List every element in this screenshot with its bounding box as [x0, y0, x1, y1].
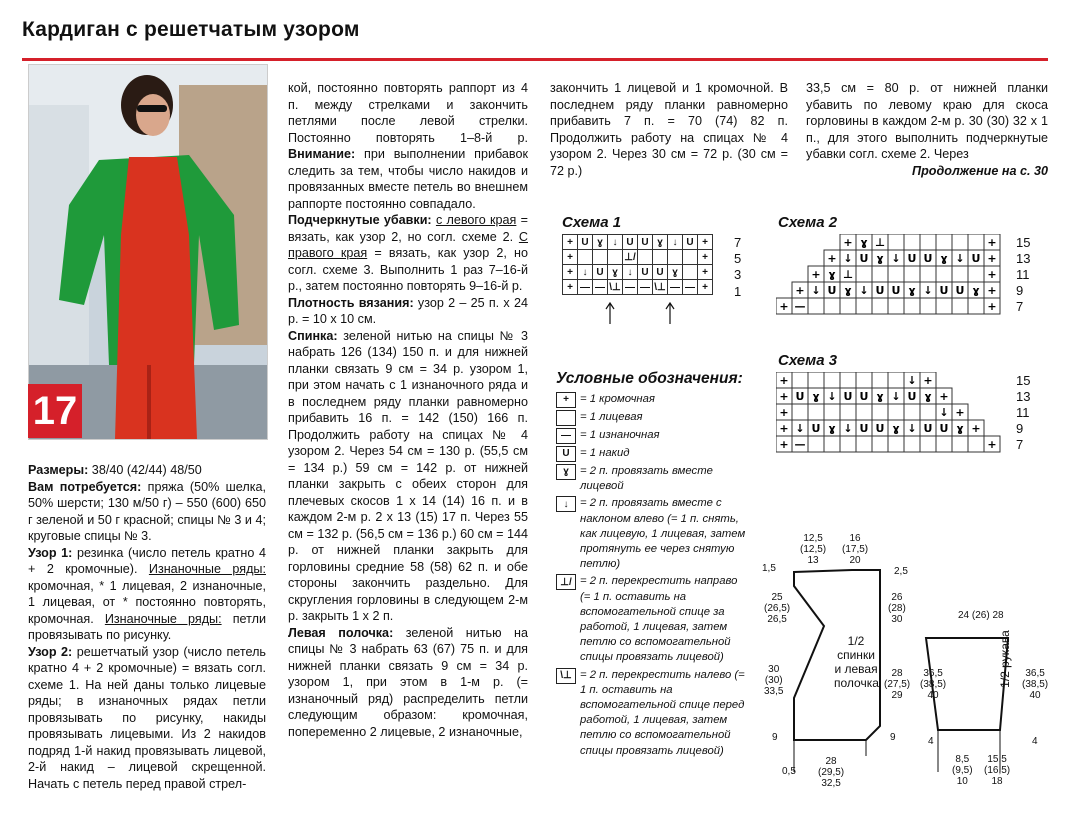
svg-text:U: U: [891, 284, 901, 297]
svg-text:U: U: [939, 422, 949, 435]
legend-item: \⊥ = 2 п. перекрестить налево (= 1 п. оставить на вспомогательной спице перед работой, 1 лицевая, затем петлю со вспомогательной спицы провязать лицевой): [556, 668, 746, 759]
row-number: 9: [1016, 283, 1024, 298]
svg-text:+: +: [779, 374, 789, 387]
svg-text:+: +: [779, 422, 789, 435]
row-number: 7: [734, 235, 742, 250]
row-number: 11: [1016, 267, 1030, 282]
svg-text:U: U: [795, 390, 805, 403]
legend-item: ↓ = 2 п. провязать вместе с наклоном влево (= 1 п. снять, как лицевую, 1 лицевая, затем протянуть ее через снятую петлю): [556, 496, 746, 572]
svg-text:ɣ: ɣ: [924, 390, 932, 403]
svg-text:+: +: [987, 284, 997, 297]
svg-text:U: U: [859, 390, 869, 403]
row-number: 1: [734, 284, 742, 299]
row-number: 7: [1016, 299, 1024, 314]
svg-text:↓: ↓: [859, 284, 869, 297]
svg-text:ɣ: ɣ: [828, 422, 836, 435]
svg-text:+: +: [987, 236, 997, 249]
svg-text:+: +: [939, 390, 949, 403]
svg-text:U: U: [971, 252, 981, 265]
svg-text:+: +: [779, 406, 789, 419]
measure-label: 36,5 (38,5) 40: [920, 668, 947, 701]
svg-text:ɣ: ɣ: [972, 284, 980, 297]
measure-label: 4: [1032, 736, 1038, 747]
svg-text:U: U: [811, 422, 821, 435]
svg-text:+: +: [971, 422, 981, 435]
svg-text:U: U: [939, 284, 949, 297]
svg-text:U: U: [955, 284, 965, 297]
article-title: Кардиган с решетчатым узором: [22, 18, 360, 41]
svg-text:+: +: [811, 268, 821, 281]
svg-text:↓: ↓: [843, 422, 853, 435]
svg-text:—: —: [794, 438, 806, 451]
svg-text:↓: ↓: [907, 422, 917, 435]
legend: [556, 392, 746, 761]
legend-item: = 1 лицевая: [556, 410, 746, 426]
svg-text:↓: ↓: [795, 422, 805, 435]
measure-label: 28 (29,5) 32,5: [818, 756, 845, 789]
measure-label: 8,5 (9,5) 10: [952, 754, 973, 787]
scheme-2-grid: [776, 234, 1016, 318]
svg-text:↓: ↓: [939, 406, 949, 419]
row-number: 15: [1016, 235, 1031, 250]
text-column-4: 33,5 см = 80 р. от нижней планки убавить по левому краю для скоса горловины в каждом 2-м р. 30 (30) 32 х 1 п., для этого выполнить подчеркнутые убавки согл. схеме 2. Через Продолжение на с. 30: [806, 81, 1048, 178]
svg-text:U: U: [875, 422, 885, 435]
title-rule: [22, 58, 1048, 61]
svg-text:⊥: ⊥: [842, 268, 854, 281]
svg-text:⊥: ⊥: [874, 236, 886, 249]
svg-text:ɣ: ɣ: [876, 252, 884, 265]
svg-text:U: U: [923, 422, 933, 435]
svg-text:↓: ↓: [843, 252, 853, 265]
row-number: 15: [1016, 373, 1031, 388]
svg-text:ɣ: ɣ: [844, 284, 852, 297]
measure-label: 28 (27,5) 29: [884, 668, 911, 701]
measure-label: 9: [890, 732, 896, 743]
svg-text:+: +: [987, 268, 997, 281]
svg-text:↓: ↓: [811, 284, 821, 297]
page-number-badge: 17: [28, 384, 82, 438]
svg-text:+: +: [779, 390, 789, 403]
repeat-arrows: [604, 300, 684, 326]
measure-label: 2,5: [894, 566, 908, 577]
measure-label: 36,5 (38,5) 40: [1022, 668, 1049, 701]
svg-text:↓: ↓: [827, 390, 837, 403]
legend-item: — = 1 изнаночная: [556, 428, 746, 444]
text-column-1: Размеры: 38/40 (42/44) 48/50 Вам потребуется: пряжа (50% шелка, 50% шерсти; 130 м/50 г) – 550 (600) 650 г зеленой и 50 г красной; спицы № 3 и 4; круговые спицы № 3. Узор 1: резинка (число петель кратно 4 + 2 кромочные). Изнаночные ряды: кромочная, * 1 лицевая, 2 изнаночные, 1 лицевая, от * постоянно повторять, кромочная. Изнаночные ряды: петли провязывать по рисунку. Узор 2: решетчатый узор (число петель кратно 4 + 2 кромочные) = вязать согл. схеме 1. На ней даны только лицевые ряды; в изнаночных рядах петли провязывать по рисунку, накиды провязывать лицевыми. Из 2 накидов подряд 1-й накид провязывать лицевой, 2-й накид – лицевой скрещенной. Начать с петель перед правой стрел-: [28, 463, 267, 791]
svg-text:ɣ: ɣ: [892, 422, 900, 435]
measure-label: 12,5 (12,5) 13: [800, 533, 827, 566]
svg-text:U: U: [843, 390, 853, 403]
svg-text:U: U: [827, 284, 837, 297]
svg-text:U: U: [907, 390, 917, 403]
measure-label: 9: [772, 732, 778, 743]
legend-item: U = 1 накид: [556, 446, 746, 462]
text-column-3: закончить 1 лицевой и 1 кромочной. В последнем ряду планки равномерно прибавить 7 п. = 70 (74) 82 п. Продолжить работу на спицах № 4 узором 2. Через 30 см = 72 р. (30 см = 72 р.): [550, 81, 788, 178]
scheme-3-title: Схема 3: [778, 352, 838, 369]
svg-text:ɣ: ɣ: [908, 284, 916, 297]
svg-text:+: +: [955, 406, 965, 419]
row-number: 13: [1016, 251, 1031, 266]
svg-text:↓: ↓: [955, 252, 965, 265]
svg-text:U: U: [859, 252, 869, 265]
svg-text:U: U: [859, 422, 869, 435]
legend-item: + = 1 кромочная: [556, 392, 746, 408]
measure-label: 24 (26) 28: [958, 610, 1004, 621]
measure-label: 30 (30) 33,5: [764, 664, 784, 697]
sleeve-piece-label: 1/2 рукава: [997, 630, 1012, 688]
row-number: 3: [734, 267, 742, 282]
svg-text:+: +: [987, 252, 997, 265]
legend-title: Условные обозначения:: [556, 370, 743, 387]
front-piece-label: 1/2 спинки и левая полочка: [834, 634, 879, 690]
svg-text:+: +: [779, 438, 789, 451]
measure-label: 4: [928, 736, 934, 747]
text-column-2: кой, постоянно повторять раппорт из 4 п. между стрелками и закончить петлями после левой стрелки. Постоянно повторять 1–8-й р. Внимание: при выполнении прибавок следить за тем, чтобы число накидов и провязанных вместе петель во внешнем раппорте постоянно совпадало. Подчеркнутые убавки: с левого края = вязать, как узор 2, но согл. схеме 2. С правого края = вязать, как узор 2, но согл. схеме 3. Выполнить 1 раз 7–16-й р., затем постоянно повторять 9–16-й р. Плотность вязания: узор 2 – 25 п. х 24 р. = 10 х 10 см. Спинка: зеленой нитью на спицы № 3 набрать 126 (134) 150 п. и для нижней планки связать 9 см = 34 р. узором 1, при этом начать с 1 изнаночного ряда и в последнем ряду планки равномерно прибавить 16 п. = 142 (150) 166 п. Продолжить работу на спицах № 4 узором 2. Через 54 см = 130 р. (55,5 см = 134 р.) 59 см = 142 р. от нижней планки закрыть с обеих сторон для плечевых скосов 1 х 14 (14) 16 п. и в каждом 2-м р. 2 х 13 (15) 17 п. Через 55 см = 132 р. (56,5 см = 136 р.) 60 см = 144 р. от нижней планки закрыть для горловины средние 58 (58) 62 п. и обе стороны закончить раздельно. Для скругления горловины в следующем 2-м р. закрыть 1 х 2 п. Левая полочка: зеленой нитью на спицы № 3 набрать 63 (67) 75 п. и для нижней планки связать 9 см = 34 р. узором 1, при этом в 1-м р. (= изнаночный ряд) распределить петли следующим образом: кромочная, попеременно 2 лицевые, 2 изнаночные,: [288, 81, 529, 739]
scheme-1-title: Схема 1: [562, 214, 622, 231]
svg-text:+: +: [843, 236, 853, 249]
svg-text:+: +: [795, 284, 805, 297]
scheme-3-grid: [776, 372, 1016, 456]
svg-text:+: +: [987, 438, 997, 451]
measure-label: 1,5: [762, 563, 776, 574]
svg-text:+: +: [779, 300, 789, 313]
legend-item: ɣ = 2 п. провязать вместе лицевой: [556, 464, 746, 494]
svg-text:↓: ↓: [891, 252, 901, 265]
row-number: 11: [1016, 405, 1030, 420]
svg-text:U: U: [907, 252, 917, 265]
measure-label: 16 (17,5) 20: [842, 533, 869, 566]
svg-text:ɣ: ɣ: [860, 236, 868, 249]
measure-label: 15,5 (16,5) 18: [984, 754, 1011, 787]
svg-text:+: +: [987, 300, 997, 313]
measure-label: 25 (26,5) 26,5: [764, 592, 791, 625]
row-number: 13: [1016, 389, 1031, 404]
row-number: 9: [1016, 421, 1024, 436]
svg-text:U: U: [875, 284, 885, 297]
svg-text:+: +: [827, 252, 837, 265]
svg-text:ɣ: ɣ: [940, 252, 948, 265]
continued-note: Продолжение на с. 30: [912, 163, 1048, 178]
measure-label: 26 (28) 30: [888, 592, 906, 625]
row-number: 7: [1016, 437, 1024, 452]
legend-item: ⊥/ = 2 п. перекрестить направо (= 1 п. оставить на вспомогательной спице за работой, 1 лицевая, затем петлю со вспомогательной спицы провязать лицевой): [556, 574, 746, 665]
row-number: 5: [734, 251, 742, 266]
svg-text:—: —: [794, 300, 806, 313]
svg-text:ɣ: ɣ: [876, 390, 884, 403]
scheme-2-title: Схема 2: [778, 214, 838, 231]
svg-text:ɣ: ɣ: [956, 422, 964, 435]
scheme-1-grid: + U ɣ ↓ U U ɣ ↓ U + + ⊥/ + + ↓ U ɣ ↓ U U ɣ + + — — \⊥ — — \⊥ — — +: [562, 234, 713, 295]
svg-text:+: +: [923, 374, 933, 387]
svg-text:U: U: [923, 252, 933, 265]
svg-text:↓: ↓: [891, 390, 901, 403]
svg-text:ɣ: ɣ: [812, 390, 820, 403]
measure-label: 0,5: [782, 766, 796, 777]
svg-text:↓: ↓: [923, 284, 933, 297]
svg-text:ɣ: ɣ: [828, 268, 836, 281]
svg-text:↓: ↓: [907, 374, 917, 387]
